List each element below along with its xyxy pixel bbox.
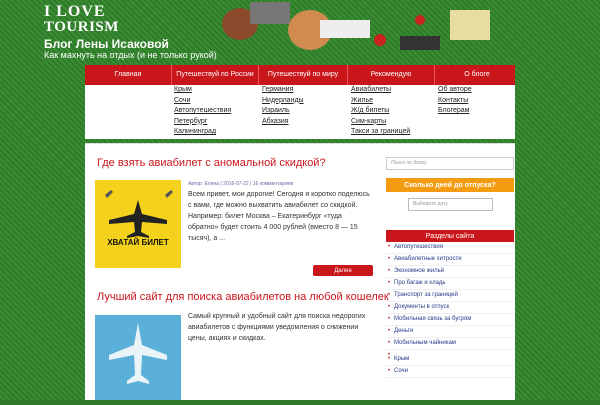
section-link[interactable]: • Транспорт за границей — [386, 290, 514, 302]
post-excerpt: Самый крупный и удобный сайт для поиска недорогих авиабилетов с функциями уведомления о снижении цены, акциях и скидках. — [188, 313, 366, 342]
submenu-world — [262, 85, 304, 127]
submenu-link[interactable]: Нидерланды — [262, 96, 304, 104]
sections-list — [386, 242, 514, 378]
blog-title: Блог Лены Исаковой — [44, 37, 169, 51]
submenu-link[interactable]: Такси за границей — [351, 128, 411, 135]
date-picker-input[interactable]: Выберите дату — [408, 198, 493, 211]
main-menu — [85, 65, 515, 85]
section-link[interactable]: • Мобильным чайникам — [386, 338, 514, 350]
submenu-link[interactable]: Жилье — [351, 96, 373, 104]
post-excerpt: Всем привет, мои дорогие! Сегодня я коротко поделюсь с вами, где можно выхватить авиабилет со скидкой. Например: билет Москва – Екатеринбург «туда обратно» будет стоить 4 000 рублей (вместо 8 — 15 тысяч), а ... — [188, 191, 370, 242]
menu-world[interactable]: Путешествуй по миру — [259, 65, 348, 85]
section-link[interactable]: • Документы в отпуск — [386, 302, 514, 314]
airplane-icon — [95, 180, 181, 268]
menu-about[interactable]: О блоге — [464, 71, 490, 78]
submenu-link[interactable]: Блогерам — [438, 107, 470, 114]
submenu-recommend — [351, 85, 410, 138]
submenu-link[interactable]: Авиабилеты — [351, 86, 392, 93]
submenu-link[interactable]: Израиль — [262, 107, 290, 114]
section-link[interactable]: • Мобильная связь за бугром — [386, 314, 514, 326]
submenu-link[interactable]: Петербург — [174, 117, 208, 125]
menu-recommend[interactable]: Рекомендую — [348, 65, 435, 85]
submenu-link[interactable]: Абхазия — [262, 117, 289, 125]
post-thumbnail[interactable] — [95, 180, 181, 268]
submenu-link[interactable]: Германия — [262, 86, 294, 93]
post-meta: Автор: Елена | 2016-07-22 | 16 комментариев — [188, 181, 294, 187]
section-link[interactable]: • Автопутешествия — [386, 242, 514, 254]
submenu-link[interactable]: Крым — [174, 86, 192, 93]
airplane-icon — [95, 315, 181, 400]
post-title[interactable]: Лучший сайт для поиска авиабилетов на любой кошелек — [97, 291, 389, 303]
post-title[interactable]: Где взять авиабилет с аномальной скидкой? — [97, 157, 326, 169]
submenu-link[interactable]: Сим-карты — [351, 117, 387, 125]
post-thumbnail[interactable] — [95, 315, 181, 400]
search-input[interactable]: Поиск по блогу — [386, 157, 514, 170]
submenu-link[interactable]: Ж/д билеты — [351, 107, 390, 114]
submenu-link[interactable]: Автопутешествия — [174, 107, 232, 114]
header-illustration — [200, 0, 500, 64]
sections-title: Разделы сайта — [386, 230, 514, 242]
divider — [85, 143, 515, 144]
section-link[interactable]: • Авиабилетные хитрости — [386, 254, 514, 266]
submenu-link[interactable]: Сочи — [174, 96, 191, 104]
site-logo[interactable]: I LOVE TOURISM — [44, 3, 119, 35]
submenu-link[interactable]: Калининград — [174, 128, 217, 135]
vacation-countdown-title: Сколько дней до отпуска? — [386, 178, 514, 192]
submenu-about — [438, 85, 472, 117]
menu-russia[interactable]: Путешествуй по России — [172, 65, 259, 85]
read-more-button[interactable]: Далее — [313, 265, 373, 276]
section-link[interactable]: • Экономное жильё — [386, 266, 514, 278]
section-link[interactable]: • Сочи — [386, 366, 514, 378]
section-link[interactable]: • Про багаж и кладь — [386, 278, 514, 290]
thumbnail-caption: ХВАТАЙ БИЛЕТ — [107, 238, 169, 247]
submenu-link[interactable]: Контакты — [438, 96, 469, 104]
submenu-russia — [174, 85, 231, 138]
submenu-panel — [85, 85, 515, 139]
menu-home[interactable]: Главная — [85, 65, 172, 85]
blog-subtitle: Как махнуть на отдых (и не только рукой) — [44, 50, 217, 60]
section-link[interactable]: • Крым — [386, 354, 514, 366]
submenu-link[interactable]: Об авторе — [438, 86, 472, 93]
section-link[interactable]: • Деньги — [386, 326, 514, 338]
